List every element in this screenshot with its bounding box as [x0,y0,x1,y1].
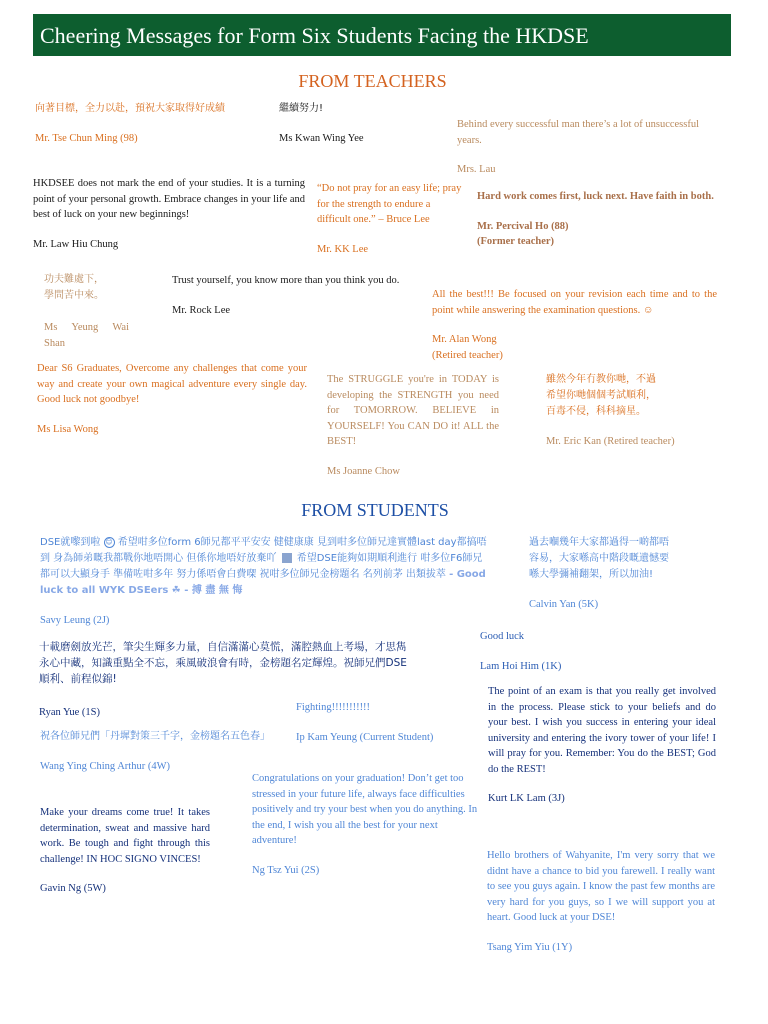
page-title-banner [33,14,731,56]
message-joanne-chow: The STRUGGLE you're in TODAY is developing the STRENGTH you need for TOMORROW. BELIEVE in YOURSELF! You CAN DO it! ALL the BEST! Ms Joanne Chow [327,372,499,479]
signature-tsang-yim-yiu: Tsang Yim Yiu (1Y) [487,941,573,953]
signature-savy-leung: Savy Leung (2J) [40,615,110,626]
message-kurt-lam: The point of an exam is that you really get involved in the process. Please stick to your beliefs and do your best. I wish you success in entering your ideal university and entering the ivory tower of your life! I will pray for you. Remember: You do the BEST; God do the REST! Kurt LK Lam (3J) [488,684,716,807]
students-heading: FROM STUDENTS [301,500,449,520]
message-gavin-ng: Make your dreams come true! It takes determination, sweat and massive hard work. Be tough and fight through this challenge! IN HOC SIGNO VINCES! Gavin Ng (5W) [40,805,210,897]
signature-wang-ying-ching: Wang Ying Ching Arthur (4W) [40,761,170,772]
signature-eric-kan: Mr. Eric Kan (Retired teacher) [546,436,675,447]
message-ryan-yue: 十載磨劍放光芒，筆尖生輝多力量，自信滿滿心莫慌，滿腔熱血上考場，才思雋永心中藏，知識重點全不忘，乘風破浪會有時，金榜題名定輝煌。祝師兄們DSE順利、前程似錦! Ryan Yue (1S) [39,639,414,721]
signature-joanne-chow: Ms Joanne Chow [327,465,400,477]
emoji-icon: ☺ [105,537,113,546]
emoji-icon [282,553,292,563]
signature-lisa-wong: Ms Lisa Wong [37,423,99,435]
signature-calvin-yan: Calvin Yan (5K) [529,599,599,610]
message-lisa-wong: Dear S6 Graduates, Overcome any challenges that come your way and create your own magical adventure every single day. Good luck not goodbye! Ms Lisa Wong [37,361,307,437]
message-wang-ying-ching: 祝各位師兄們「丹墀對策三千字，金榜題名五色春」 Wang Ying Ching Arthur (4W) [40,729,280,775]
signature-ip-kam-yeung: Ip Kam Yeung (Current Student) [296,731,434,743]
message-calvin-yan: 過去嗰幾年大家都過得一啲都唔 容易，大家喺高中階段嘅遺憾要 喺大學彌補翻架，所以加油! Calvin Yan (5K) [529,535,719,613]
signature-gavin-ng: Gavin Ng (5W) [40,883,106,894]
message-rock-lee: Trust yourself, you know more than you think you do. Mr. Rock Lee [172,273,427,318]
signature-rock-lee: Mr. Rock Lee [172,304,231,316]
message-eric-kan: 雖然今年冇教你哋，不過 希望你哋個個考試順利， 百毒不侵，科科摘星。 Mr. Eric Kan (Retired teacher) [546,372,676,450]
signature-alan-wong: Mr. Alan Wong [432,334,497,345]
message-kwan: 繼續努力! Ms Kwan Wing Yee [279,101,429,147]
signature-alan-wong-note: (Retired teacher) [432,349,503,361]
signature-lau: Mrs. Lau [457,164,496,175]
signature-law: Mr. Law Hiu Chung [33,238,119,250]
signature-yeung: Ms Yeung Wai Shan [44,322,129,349]
message-lau: Behind every successful man there’s a lot of unsuccessful years. Mrs. Lau [457,117,717,178]
signature-kurt-lam: Kurt LK Lam (3J) [488,793,565,804]
signature-ho: Mr. Percival Ho (88) [477,220,569,232]
message-ip-kam-yeung: Fighting!!!!!!!!!!! Ip Kam Yeung (Current Student) [296,700,466,745]
message-tsang-yim-yiu: Hello brothers of Wahyanite, I'm very sorry that we didnt have a chance to bid you farewell. I really want to see you guys again. I know the past few months are very hard for you guys, so I we will support you at heart. Good luck at your DSE! Tsang Yim Yiu (1Y) [487,848,715,955]
message-tse: 向著目標，全力以赴，預祝大家取得好成績 Mr. Tse Chun Ming (98) [35,101,275,147]
signature-tse: Mr. Tse Chun Ming (98) [35,133,138,144]
message-lam-hoi-him: Good luck Lam Hoi Him (1K) [480,629,630,674]
signature-ng-tsz-yui: Ng Tsz Yui (2S) [252,864,320,876]
message-alan-wong: All the best!!! Be focused on your revision each time and to the point while answering the examination questions. ☺ Mr. Alan Wong (Retired teacher) [432,287,717,363]
signature-ryan-yue: Ryan Yue (1S) [39,707,101,718]
message-kk-lee: “Do not pray for an easy life; pray for the strength to endure a difficult one.” – Bruce Lee Mr. KK Lee [317,181,462,257]
teachers-heading: FROM TEACHERS [298,71,447,91]
message-savy-leung: DSE就嚟到啦 ☺ 希望咁多位form 6師兄都平平安安 健健康康 見到咁多位師兄達實體last day都搞唔到 身為師弟嘅我都戰你地唔開心 但係你地唔好放棄吖 希望DSE能夠如期順利進行 咁多位F6師兄都可以大顯身手 準備咗咁多年 努力係唔會白費㗎 祝咁多位師兄金榜題名 名列前茅 出類拔萃 - Good luck to all WYK DSEers ☘ - 搏 盡 無 悔 Savy Leung (2J) [40,535,490,629]
signature-lam-hoi-him: Lam Hoi Him (1K) [480,660,562,672]
page-title: Cheering Messages for Form Six Students Facing the HKDSE [40,23,589,48]
message-ng-tsz-yui: Congratulations on your graduation! Don’t get too stressed in your future life, always face difficulties positively and try your best when you do anything. In the end, I wish you all the best for your next adventure! Ng Tsz Yui (2S) [252,771,482,878]
smiley-icon: ☺ [642,304,654,316]
signature-kk-lee: Mr. KK Lee [317,243,369,255]
message-ho: Hard work comes first, luck next. Have faith in both. Mr. Percival Ho (88) (Former teacher) [477,189,717,250]
signature-ho-note: (Former teacher) [477,236,555,247]
signature-kwan: Ms Kwan Wing Yee [279,133,364,144]
message-yeung: 功夫難處下， 學問苦中來。 Ms Yeung Wai Shan [44,272,129,351]
message-law: HKDSEE does not mark the end of your studies. It is a turning point of your personal growth. Embrace changes in your life and best of luck on your new beginnings! Mr. Law Hiu Chung [33,176,305,252]
